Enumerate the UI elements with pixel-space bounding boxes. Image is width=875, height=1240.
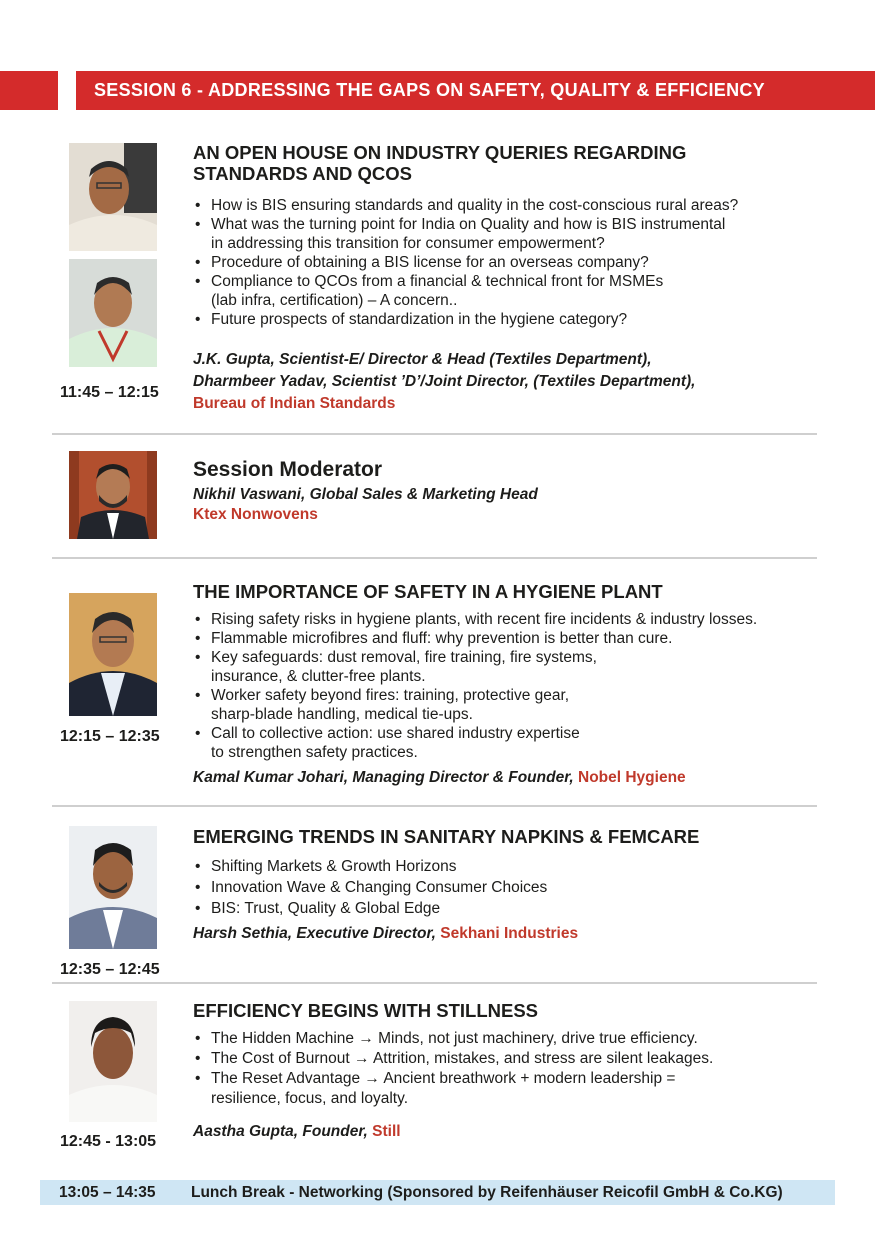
speaker-line: J.K. Gupta, Scientist-E/ Director & Head (Textiles Department), xyxy=(193,351,652,368)
talk-block-femcare xyxy=(193,826,818,945)
talk-title: EMERGING TRENDS IN SANITARY NAPKINS & FEMCARE xyxy=(193,826,700,847)
speaker-line: Dharmbeer Yadav, Scientist ’D’/Joint Director, (Textiles Department), xyxy=(193,373,696,390)
session-time: 11:45 – 12:15 xyxy=(60,384,159,401)
speaker-photo-aastha-gupta xyxy=(69,1001,157,1122)
section-divider xyxy=(52,557,817,559)
bullet-item: • What was the turning point for India on Quality and how is BIS instrumental in addressing this transition for consumer empowerment? xyxy=(193,215,818,253)
bullet-item: • Flammable microfibres and fluff: why prevention is better than cure. xyxy=(193,629,818,648)
speaker-credits xyxy=(193,923,818,945)
talk-bullets xyxy=(193,856,818,919)
bullet-item: • Call to collective action: use shared industry expertise to strengthen safety practices. xyxy=(193,724,818,762)
session-time: 12:15 – 12:35 xyxy=(60,728,160,745)
moderator-block xyxy=(193,459,818,525)
speaker-organization: Nobel Hygiene xyxy=(578,769,686,786)
section-divider xyxy=(52,433,817,435)
talk-title: THE IMPORTANCE OF SAFETY IN A HYGIENE PLANT xyxy=(193,581,663,602)
talk-title-line: STANDARDS AND QCOS xyxy=(193,163,412,184)
bullet-item: • The Cost of Burnout → Attrition, mistakes, and stress are silent leakages. xyxy=(193,1049,818,1069)
talk-bullets xyxy=(193,610,818,762)
moderator-name: Nikhil Vaswani, Global Sales & Marketing Head xyxy=(193,486,538,503)
moderator-heading: Session Moderator xyxy=(193,458,383,481)
speaker-organization: Still xyxy=(372,1123,401,1140)
bullet-item: • Worker safety beyond fires: training, protective gear, sharp-blade handling, medical tie-ups. xyxy=(193,686,818,724)
speaker-line: Harsh Sethia, Executive Director, xyxy=(193,925,436,942)
speaker-credits xyxy=(193,1121,818,1143)
bullet-item: • Innovation Wave & Changing Consumer Choices xyxy=(193,877,818,898)
section-divider xyxy=(52,805,817,807)
talk-bullets xyxy=(193,1029,818,1109)
speaker-credits xyxy=(193,767,818,789)
talk-title-line: AN OPEN HOUSE ON INDUSTRY QUERIES REGARDING xyxy=(193,142,687,163)
bullet-item: • Procedure of obtaining a BIS license for an overseas company? xyxy=(193,253,818,272)
bullet-item: • Compliance to QCOs from a financial & technical front for MSMEs (lab infra, certification) – A concern.. xyxy=(193,272,818,310)
talk-block-efficiency xyxy=(193,1000,818,1143)
talk-title: EFFICIENCY BEGINS WITH STILLNESS xyxy=(193,1000,539,1021)
session-banner: SESSION 6 - ADDRESSING THE GAPS ON SAFETY, QUALITY & EFFICIENCY xyxy=(76,71,875,110)
lunch-time: 13:05 – 14:35 xyxy=(59,1183,156,1201)
moderator-photo xyxy=(69,451,157,539)
speaker-organization: Bureau of Indian Standards xyxy=(193,395,396,412)
lunch-text: Lunch Break - Networking (Sponsored by Reifenhäuser Reicofil GmbH & Co.KG) xyxy=(191,1183,783,1201)
talk-bullets xyxy=(193,196,818,329)
bullet-item: • Key safeguards: dust removal, fire training, fire systems, insurance, & clutter-free plants. xyxy=(193,648,818,686)
session-time: 12:35 – 12:45 xyxy=(60,961,160,978)
talk-title xyxy=(193,142,818,184)
speaker-credits xyxy=(193,349,818,415)
talk-block-standards xyxy=(193,142,818,415)
moderator-organization: Ktex Nonwovens xyxy=(193,506,318,523)
speaker-line: Aastha Gupta, Founder, xyxy=(193,1123,368,1140)
speaker-photo-jk-gupta xyxy=(69,143,157,251)
talk-block-safety xyxy=(193,581,818,789)
lunch-break-bar xyxy=(40,1180,835,1205)
session-time: 12:45 - 13:05 xyxy=(60,1133,157,1150)
bullet-item: • Future prospects of standardization in the hygiene category? xyxy=(193,310,818,329)
bullet-item: • How is BIS ensuring standards and quality in the cost-conscious rural areas? xyxy=(193,196,818,215)
bullet-item: • Rising safety risks in hygiene plants, with recent fire incidents & industry losses. xyxy=(193,610,818,629)
section-divider xyxy=(52,982,817,984)
speaker-line: Kamal Kumar Johari, Managing Director & Founder, xyxy=(193,769,574,786)
speaker-organization: Sekhani Industries xyxy=(440,925,579,942)
banner-accent-block xyxy=(0,71,58,110)
speaker-photo-dharmbeer-yadav xyxy=(69,259,157,367)
speaker-photo-kamal-kumar-johari xyxy=(69,593,157,716)
bullet-item: • The Reset Advantage → Ancient breathwork + modern leadership = resilience, focus, and loyalty. xyxy=(193,1069,818,1109)
bullet-item: • Shifting Markets & Growth Horizons xyxy=(193,856,818,877)
bullet-item: • BIS: Trust, Quality & Global Edge xyxy=(193,898,818,919)
bullet-item: • The Hidden Machine → Minds, not just machinery, drive true efficiency. xyxy=(193,1029,818,1049)
speaker-photo-harsh-sethia xyxy=(69,826,157,949)
